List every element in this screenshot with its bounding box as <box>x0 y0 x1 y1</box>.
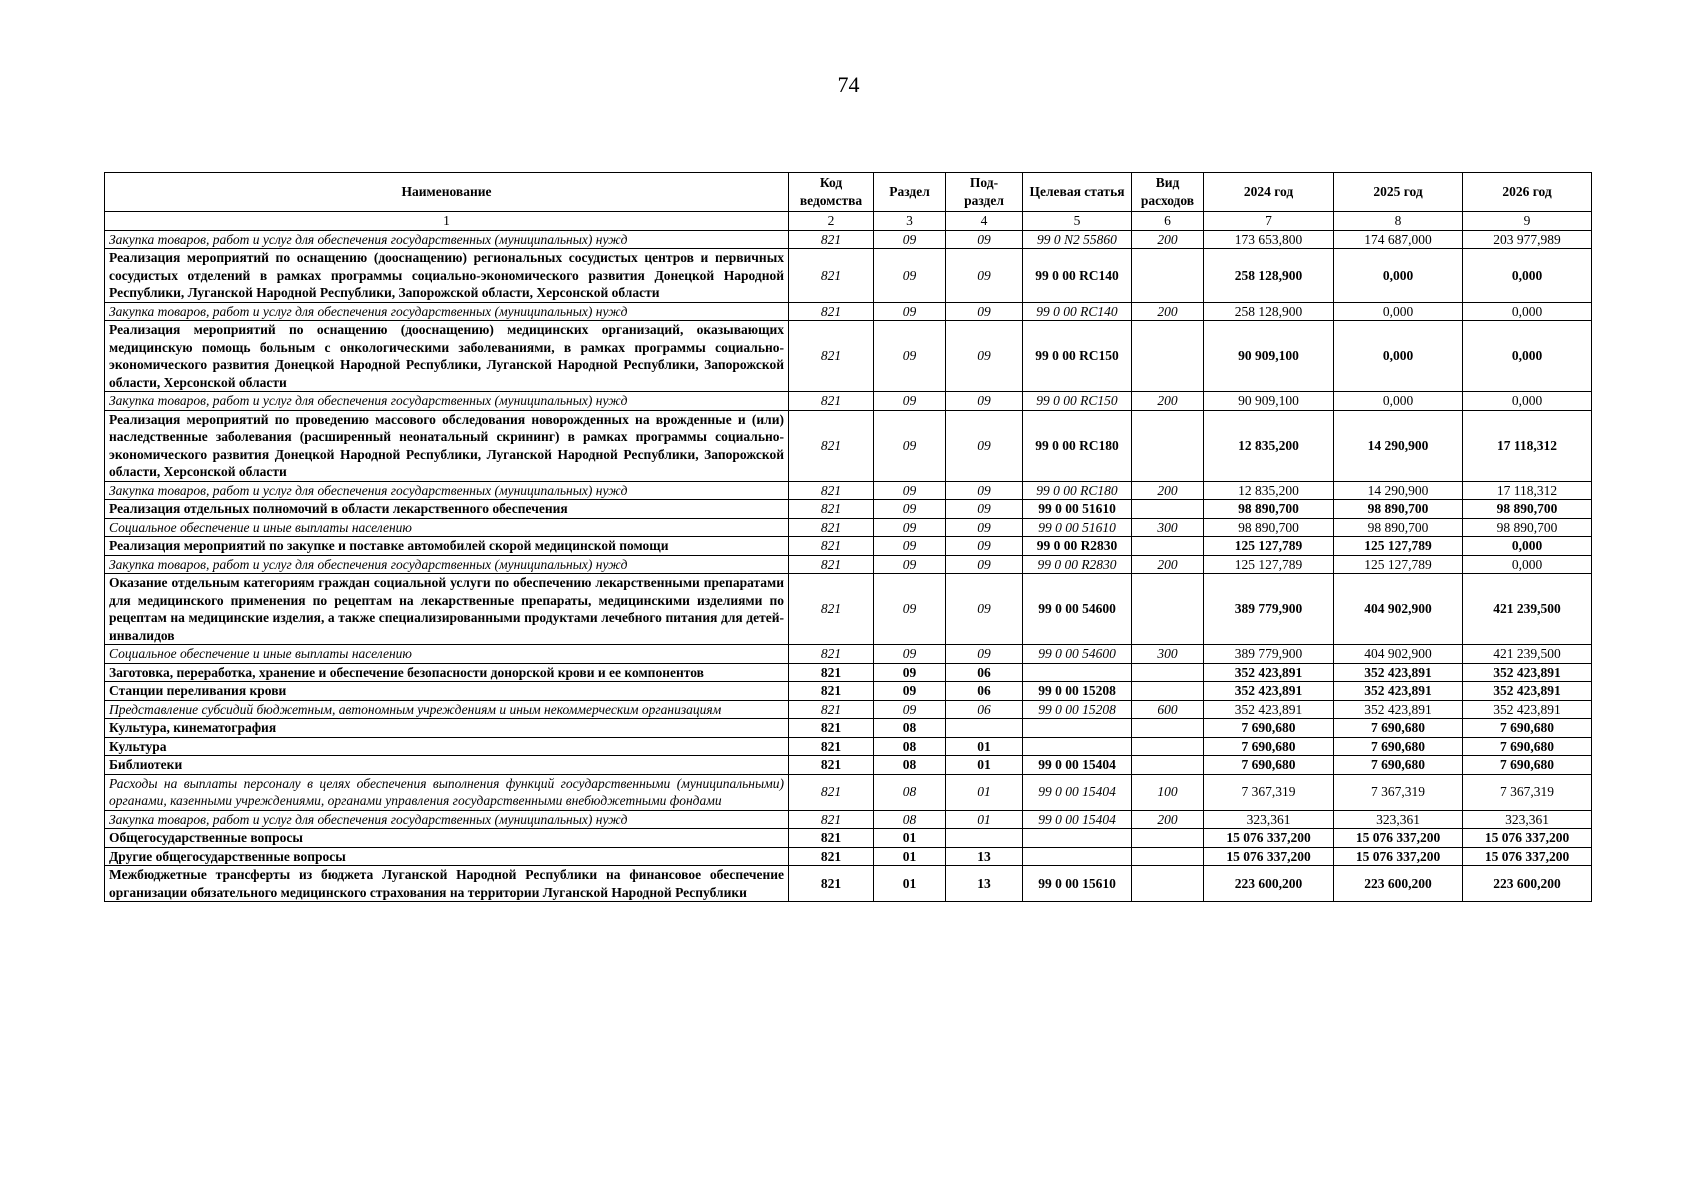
row-amount-2025: 404 902,900 <box>1334 574 1463 645</box>
table-body <box>105 230 1592 902</box>
row-amount-2024: 258 128,900 <box>1204 249 1334 303</box>
column-number: 2 <box>789 212 874 231</box>
row-name: Общегосударственные вопросы <box>105 829 789 848</box>
row-amount-2026: 352 423,891 <box>1463 682 1592 701</box>
row-name: Закупка товаров, работ и услуг для обеспечения государственных (муниципальных) нужд <box>105 302 789 321</box>
row-name: Социальное обеспечение и иные выплаты населению <box>105 518 789 537</box>
row-vr <box>1132 663 1204 682</box>
column-number: 1 <box>105 212 789 231</box>
row-amount-2026: 421 239,500 <box>1463 574 1592 645</box>
row-podrazdel: 13 <box>946 847 1023 866</box>
table-row <box>105 682 1592 701</box>
row-amount-2024: 7 690,680 <box>1204 719 1334 738</box>
row-amount-2026: 15 076 337,200 <box>1463 847 1592 866</box>
table-row <box>105 481 1592 500</box>
row-amount-2024: 323,361 <box>1204 810 1334 829</box>
row-amount-2026: 7 690,680 <box>1463 719 1592 738</box>
column-number: 4 <box>946 212 1023 231</box>
row-amount-2026: 323,361 <box>1463 810 1592 829</box>
row-ved: 821 <box>789 518 874 537</box>
row-cst <box>1023 719 1132 738</box>
row-ved: 821 <box>789 500 874 519</box>
row-podrazdel: 06 <box>946 700 1023 719</box>
row-cst: 99 0 N2 55860 <box>1023 230 1132 249</box>
row-amount-2026: 98 890,700 <box>1463 518 1592 537</box>
row-podrazdel: 01 <box>946 737 1023 756</box>
table-row <box>105 829 1592 848</box>
row-vr <box>1132 537 1204 556</box>
row-podrazdel: 09 <box>946 302 1023 321</box>
row-podrazdel: 09 <box>946 555 1023 574</box>
row-amount-2024: 352 423,891 <box>1204 663 1334 682</box>
row-razdel: 09 <box>874 481 946 500</box>
row-amount-2024: 12 835,200 <box>1204 410 1334 481</box>
header-2025: 2025 год <box>1334 173 1463 212</box>
row-cst: 99 0 00 RC150 <box>1023 321 1132 392</box>
row-razdel: 01 <box>874 866 946 902</box>
row-vr <box>1132 829 1204 848</box>
header-2024: 2024 год <box>1204 173 1334 212</box>
row-podrazdel: 09 <box>946 321 1023 392</box>
header-row <box>105 173 1592 212</box>
row-razdel: 01 <box>874 829 946 848</box>
row-amount-2025: 0,000 <box>1334 302 1463 321</box>
header-razdel: Раздел <box>874 173 946 212</box>
row-name: Реализация отдельных полномочий в области лекарственного обеспечения <box>105 500 789 519</box>
row-amount-2024: 125 127,789 <box>1204 555 1334 574</box>
row-cst: 99 0 00 15404 <box>1023 810 1132 829</box>
row-amount-2025: 98 890,700 <box>1334 518 1463 537</box>
row-name: Социальное обеспечение и иные выплаты населению <box>105 645 789 664</box>
budget-table <box>104 172 1592 902</box>
row-ved: 821 <box>789 230 874 249</box>
row-amount-2026: 7 367,319 <box>1463 774 1592 810</box>
row-amount-2024: 352 423,891 <box>1204 700 1334 719</box>
table-row <box>105 866 1592 902</box>
row-ved: 821 <box>789 321 874 392</box>
row-amount-2024: 223 600,200 <box>1204 866 1334 902</box>
table-row <box>105 302 1592 321</box>
row-cst: 99 0 00 15404 <box>1023 756 1132 775</box>
row-razdel: 09 <box>874 410 946 481</box>
row-name: Расходы на выплаты персоналу в целях обеспечения выполнения функций государственными (муниципальными) органами, казенными учреждениями, органами управления государственными внебюджетными фондами <box>105 774 789 810</box>
row-ved: 821 <box>789 410 874 481</box>
row-cst: 99 0 00 15610 <box>1023 866 1132 902</box>
table-row <box>105 500 1592 519</box>
row-podrazdel: 09 <box>946 410 1023 481</box>
row-name: Станции переливания крови <box>105 682 789 701</box>
row-ved: 821 <box>789 682 874 701</box>
row-amount-2026: 0,000 <box>1463 555 1592 574</box>
header-name: Наименование <box>105 173 789 212</box>
row-amount-2024: 98 890,700 <box>1204 518 1334 537</box>
row-vr <box>1132 719 1204 738</box>
row-amount-2024: 90 909,100 <box>1204 392 1334 411</box>
row-podrazdel: 09 <box>946 537 1023 556</box>
row-amount-2025: 7 367,319 <box>1334 774 1463 810</box>
row-vr: 300 <box>1132 645 1204 664</box>
table-row <box>105 518 1592 537</box>
row-ved: 821 <box>789 302 874 321</box>
row-ved: 821 <box>789 700 874 719</box>
row-amount-2026: 421 239,500 <box>1463 645 1592 664</box>
row-vr: 200 <box>1132 230 1204 249</box>
row-razdel: 08 <box>874 719 946 738</box>
column-number: 8 <box>1334 212 1463 231</box>
row-cst: 99 0 00 15208 <box>1023 700 1132 719</box>
row-ved: 821 <box>789 829 874 848</box>
row-amount-2026: 15 076 337,200 <box>1463 829 1592 848</box>
table-row <box>105 756 1592 775</box>
row-name: Другие общегосударственные вопросы <box>105 847 789 866</box>
row-vr <box>1132 574 1204 645</box>
table-row <box>105 410 1592 481</box>
row-cst <box>1023 663 1132 682</box>
row-razdel: 09 <box>874 574 946 645</box>
row-amount-2026: 7 690,680 <box>1463 756 1592 775</box>
row-ved: 821 <box>789 866 874 902</box>
row-vr <box>1132 682 1204 701</box>
header-cst: Целевая статья <box>1023 173 1132 212</box>
row-razdel: 09 <box>874 321 946 392</box>
row-razdel: 09 <box>874 518 946 537</box>
row-ved: 821 <box>789 810 874 829</box>
row-podrazdel: 09 <box>946 392 1023 411</box>
row-amount-2026: 203 977,989 <box>1463 230 1592 249</box>
row-name: Реализация мероприятий по оснащению (дооснащению) региональных сосудистых центров и первичных сосудистых отделений в рамках программы социально-экономического развития Донецкой Народной Республики, Луганской Народной Республики, Запорожской области, Херсонской области <box>105 249 789 303</box>
row-name: Реализация мероприятий по закупке и поставке автомобилей скорой медицинской помощи <box>105 537 789 556</box>
row-razdel: 09 <box>874 663 946 682</box>
row-amount-2025: 7 690,680 <box>1334 719 1463 738</box>
row-amount-2024: 389 779,900 <box>1204 645 1334 664</box>
row-amount-2025: 352 423,891 <box>1334 700 1463 719</box>
row-name: Культура, кинематография <box>105 719 789 738</box>
table-row <box>105 392 1592 411</box>
column-number: 6 <box>1132 212 1204 231</box>
row-vr: 100 <box>1132 774 1204 810</box>
row-amount-2024: 15 076 337,200 <box>1204 829 1334 848</box>
row-amount-2025: 404 902,900 <box>1334 645 1463 664</box>
row-cst: 99 0 00 RC140 <box>1023 302 1132 321</box>
row-cst: 99 0 00 51610 <box>1023 500 1132 519</box>
row-name: Закупка товаров, работ и услуг для обеспечения государственных (муниципальных) нужд <box>105 392 789 411</box>
row-cst: 99 0 00 R2830 <box>1023 555 1132 574</box>
header-2026: 2026 год <box>1463 173 1592 212</box>
row-vr: 600 <box>1132 700 1204 719</box>
row-amount-2026: 352 423,891 <box>1463 663 1592 682</box>
table-row <box>105 737 1592 756</box>
row-cst: 99 0 00 15404 <box>1023 774 1132 810</box>
table-row <box>105 810 1592 829</box>
column-number-row <box>105 212 1592 231</box>
row-name: Оказание отдельным категориям граждан социальной услуги по обеспечению лекарственными препаратами для медицинского применения по рецептам на лекарственные препараты, медицинскими изделиями по рецептам на медицинские изделия, а также специализированными продуктами лечебного питания для детей-инвалидов <box>105 574 789 645</box>
row-amount-2024: 90 909,100 <box>1204 321 1334 392</box>
row-podrazdel: 01 <box>946 756 1023 775</box>
row-ved: 821 <box>789 537 874 556</box>
row-vr <box>1132 866 1204 902</box>
row-amount-2024: 125 127,789 <box>1204 537 1334 556</box>
header-podrazdel: Под-раздел <box>946 173 1023 212</box>
table-row <box>105 663 1592 682</box>
row-podrazdel: 09 <box>946 645 1023 664</box>
row-amount-2026: 17 118,312 <box>1463 410 1592 481</box>
row-name: Культура <box>105 737 789 756</box>
row-cst: 99 0 00 54600 <box>1023 574 1132 645</box>
column-number: 3 <box>874 212 946 231</box>
row-podrazdel: 06 <box>946 663 1023 682</box>
row-amount-2024: 7 367,319 <box>1204 774 1334 810</box>
row-ved: 821 <box>789 719 874 738</box>
row-razdel: 08 <box>874 774 946 810</box>
row-razdel: 09 <box>874 555 946 574</box>
row-ved: 821 <box>789 663 874 682</box>
row-amount-2026: 0,000 <box>1463 392 1592 411</box>
row-razdel: 08 <box>874 756 946 775</box>
row-razdel: 08 <box>874 737 946 756</box>
row-amount-2025: 14 290,900 <box>1334 410 1463 481</box>
row-amount-2025: 15 076 337,200 <box>1334 829 1463 848</box>
row-vr <box>1132 847 1204 866</box>
row-podrazdel: 09 <box>946 249 1023 303</box>
header-vr: Вид расходов <box>1132 173 1204 212</box>
row-amount-2024: 352 423,891 <box>1204 682 1334 701</box>
row-razdel: 09 <box>874 249 946 303</box>
row-amount-2024: 258 128,900 <box>1204 302 1334 321</box>
row-vr: 200 <box>1132 302 1204 321</box>
row-name: Закупка товаров, работ и услуг для обеспечения государственных (муниципальных) нужд <box>105 230 789 249</box>
row-amount-2025: 223 600,200 <box>1334 866 1463 902</box>
row-vr <box>1132 321 1204 392</box>
row-vr: 200 <box>1132 392 1204 411</box>
row-ved: 821 <box>789 392 874 411</box>
row-ved: 821 <box>789 555 874 574</box>
row-name: Заготовка, переработка, хранение и обеспечение безопасности донорской крови и ее компонентов <box>105 663 789 682</box>
row-ved: 821 <box>789 756 874 775</box>
table-row <box>105 321 1592 392</box>
row-razdel: 09 <box>874 302 946 321</box>
row-amount-2025: 98 890,700 <box>1334 500 1463 519</box>
row-vr: 200 <box>1132 810 1204 829</box>
row-amount-2026: 0,000 <box>1463 249 1592 303</box>
table-row <box>105 537 1592 556</box>
row-vr <box>1132 737 1204 756</box>
table-row <box>105 719 1592 738</box>
row-amount-2025: 0,000 <box>1334 321 1463 392</box>
row-amount-2025: 0,000 <box>1334 249 1463 303</box>
row-cst: 99 0 00 15208 <box>1023 682 1132 701</box>
row-ved: 821 <box>789 249 874 303</box>
row-name: Реализация мероприятий по оснащению (дооснащению) медицинских организаций, оказывающих медицинскую помощь больным с онкологическими заболеваниями, в рамках программы социально-экономического развития Донецкой Народной Республики, Луганской Народной Республики, Запорожской области, Херсонской области <box>105 321 789 392</box>
row-razdel: 09 <box>874 645 946 664</box>
row-amount-2025: 125 127,789 <box>1334 555 1463 574</box>
table-row <box>105 230 1592 249</box>
row-ved: 821 <box>789 774 874 810</box>
row-razdel: 08 <box>874 810 946 829</box>
row-podrazdel: 01 <box>946 774 1023 810</box>
row-amount-2026: 0,000 <box>1463 537 1592 556</box>
row-vr: 300 <box>1132 518 1204 537</box>
row-podrazdel: 09 <box>946 574 1023 645</box>
row-podrazdel: 09 <box>946 481 1023 500</box>
row-ved: 821 <box>789 481 874 500</box>
row-name: Представление субсидий бюджетным, автономным учреждениям и иным некоммерческим организациям <box>105 700 789 719</box>
row-amount-2024: 7 690,680 <box>1204 737 1334 756</box>
row-amount-2026: 0,000 <box>1463 302 1592 321</box>
column-number: 9 <box>1463 212 1592 231</box>
row-cst: 99 0 00 RC140 <box>1023 249 1132 303</box>
column-number: 5 <box>1023 212 1132 231</box>
row-amount-2026: 17 118,312 <box>1463 481 1592 500</box>
row-name: Закупка товаров, работ и услуг для обеспечения государственных (муниципальных) нужд <box>105 555 789 574</box>
page-number: 74 <box>837 72 860 97</box>
row-name: Библиотеки <box>105 756 789 775</box>
row-podrazdel: 09 <box>946 518 1023 537</box>
row-razdel: 09 <box>874 700 946 719</box>
row-vr <box>1132 249 1204 303</box>
row-cst: 99 0 00 RC180 <box>1023 410 1132 481</box>
row-razdel: 09 <box>874 537 946 556</box>
row-podrazdel: 09 <box>946 500 1023 519</box>
row-cst <box>1023 847 1132 866</box>
row-ved: 821 <box>789 847 874 866</box>
row-name: Межбюджетные трансферты из бюджета Луганской Народной Республики на финансовое обеспечение организации обязательного медицинского страхования на территории Луганской Народной Республики <box>105 866 789 902</box>
table-row <box>105 700 1592 719</box>
row-vr: 200 <box>1132 481 1204 500</box>
column-number: 7 <box>1204 212 1334 231</box>
table-row <box>105 645 1592 664</box>
row-name: Реализация мероприятий по проведению массового обследования новорожденных на врожденные и (или) наследственные заболевания (расширенный неонатальный скрининг) в рамках программы социально-экономического развития Донецкой Народной Республики, Луганской Народной Республики, Запорожской области, Херсонской области <box>105 410 789 481</box>
row-razdel: 09 <box>874 392 946 411</box>
row-amount-2026: 352 423,891 <box>1463 700 1592 719</box>
row-ved: 821 <box>789 645 874 664</box>
row-vr: 200 <box>1132 555 1204 574</box>
row-ved: 821 <box>789 574 874 645</box>
row-razdel: 09 <box>874 500 946 519</box>
row-amount-2025: 174 687,000 <box>1334 230 1463 249</box>
row-amount-2026: 98 890,700 <box>1463 500 1592 519</box>
row-name: Закупка товаров, работ и услуг для обеспечения государственных (муниципальных) нужд <box>105 810 789 829</box>
row-cst: 99 0 00 R2830 <box>1023 537 1132 556</box>
row-amount-2024: 173 653,800 <box>1204 230 1334 249</box>
row-podrazdel: 01 <box>946 810 1023 829</box>
table-row <box>105 574 1592 645</box>
row-cst: 99 0 00 51610 <box>1023 518 1132 537</box>
row-amount-2026: 7 690,680 <box>1463 737 1592 756</box>
table-row <box>105 555 1592 574</box>
row-vr <box>1132 500 1204 519</box>
row-amount-2025: 352 423,891 <box>1334 663 1463 682</box>
row-amount-2025: 0,000 <box>1334 392 1463 411</box>
row-amount-2026: 0,000 <box>1463 321 1592 392</box>
row-amount-2025: 323,361 <box>1334 810 1463 829</box>
row-amount-2025: 7 690,680 <box>1334 756 1463 775</box>
row-cst: 99 0 00 RC180 <box>1023 481 1132 500</box>
row-cst: 99 0 00 54600 <box>1023 645 1132 664</box>
row-amount-2025: 125 127,789 <box>1334 537 1463 556</box>
row-amount-2024: 12 835,200 <box>1204 481 1334 500</box>
row-amount-2025: 7 690,680 <box>1334 737 1463 756</box>
row-podrazdel <box>946 719 1023 738</box>
row-name: Закупка товаров, работ и услуг для обеспечения государственных (муниципальных) нужд <box>105 481 789 500</box>
row-cst <box>1023 829 1132 848</box>
row-razdel: 09 <box>874 682 946 701</box>
row-amount-2024: 15 076 337,200 <box>1204 847 1334 866</box>
row-podrazdel: 06 <box>946 682 1023 701</box>
row-razdel: 01 <box>874 847 946 866</box>
table-row <box>105 847 1592 866</box>
row-amount-2025: 14 290,900 <box>1334 481 1463 500</box>
row-amount-2025: 352 423,891 <box>1334 682 1463 701</box>
row-amount-2024: 389 779,900 <box>1204 574 1334 645</box>
row-amount-2024: 7 690,680 <box>1204 756 1334 775</box>
row-ved: 821 <box>789 737 874 756</box>
header-ved: Код ведомства <box>789 173 874 212</box>
table-row <box>105 774 1592 810</box>
row-podrazdel: 09 <box>946 230 1023 249</box>
row-cst: 99 0 00 RC150 <box>1023 392 1132 411</box>
row-cst <box>1023 737 1132 756</box>
row-amount-2026: 223 600,200 <box>1463 866 1592 902</box>
row-podrazdel: 13 <box>946 866 1023 902</box>
row-podrazdel <box>946 829 1023 848</box>
row-razdel: 09 <box>874 230 946 249</box>
row-amount-2025: 15 076 337,200 <box>1334 847 1463 866</box>
row-vr <box>1132 756 1204 775</box>
row-vr <box>1132 410 1204 481</box>
row-amount-2024: 98 890,700 <box>1204 500 1334 519</box>
table-row <box>105 249 1592 303</box>
